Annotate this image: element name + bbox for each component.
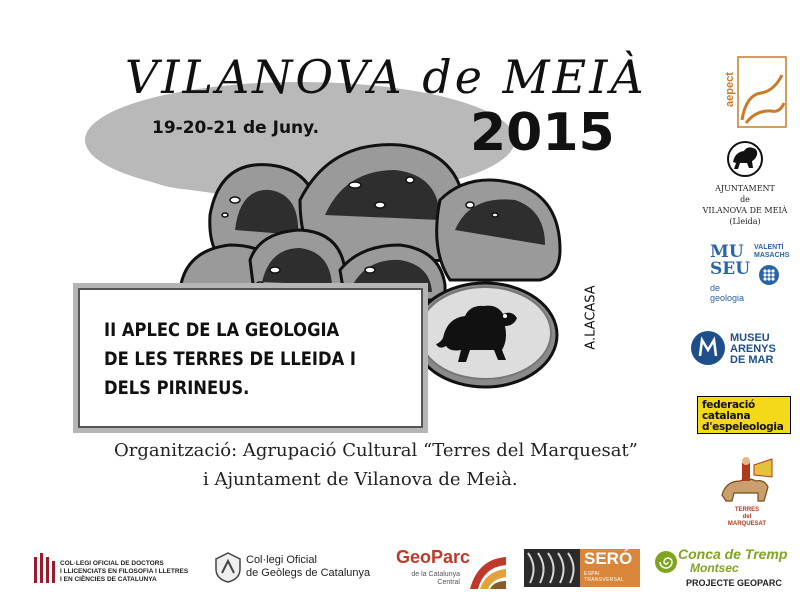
geoparc-line-2: Central (437, 579, 460, 586)
geoparc-line-1: de la Catalunya (411, 571, 460, 578)
museu-arenys-logo (690, 330, 796, 370)
organization-line-2: i Ajuntament de Vilanova de Meià. (203, 469, 518, 490)
museu-main-line-2: SEU (710, 259, 751, 279)
geolegs-label (246, 554, 370, 580)
organization-line-1: Organització: Agrupació Cultural “Terres del Marquesat” (114, 440, 638, 461)
arenys-label (730, 333, 776, 366)
aepect-label: aepect (724, 72, 736, 107)
aepect-logo (716, 55, 788, 130)
ajuntament-line-3: VILANOVA DE MEIÀ (702, 206, 788, 215)
coleg-doctors-line-2: I LLICENCIATS EN FILOSOFIA I LLETRES (60, 568, 189, 575)
terres-line-3: MARQUESAT (727, 521, 767, 527)
event-dates: 19-20-21 de Juny. (152, 118, 320, 138)
museu-sub-label (710, 283, 744, 303)
coleg-doctors-line-3: I EN CIÈNCIES DE CATALUNYA (60, 576, 157, 583)
museu-geologia-logo (706, 240, 796, 302)
arenys-emblem-icon (690, 330, 726, 366)
museu-sub-line-1: de (710, 283, 721, 293)
event-name-line-1: II APLEC DE LA GEOLOGIA (104, 319, 340, 341)
conca-title-line-1: Conca de Tremp (678, 546, 788, 562)
coleg-doctors-logo (30, 545, 200, 591)
espeleo-line-3: d'espeleologia (702, 421, 784, 433)
poster-title: VILANOVA de MEIÀ (125, 50, 647, 104)
geoparc-strata-icon (468, 553, 508, 591)
lion-crest-icon (725, 140, 765, 178)
sero-logo (524, 545, 640, 591)
museu-main-line-1: MU (710, 242, 744, 262)
event-year: 2015 (470, 103, 615, 163)
artist-signature: A.LACASA (583, 285, 599, 350)
ajuntament-line-1: AJUNTAMENT (715, 184, 775, 193)
espeleo-line-2: catalana (702, 410, 751, 422)
arenys-line-1: MUSEU (730, 332, 770, 344)
sero-title: SERÓ (584, 549, 633, 568)
terres-marquesat-logo (714, 455, 778, 525)
ajuntament-line-4: (Lleida) (729, 217, 761, 226)
espeleo-line-1: federació (702, 399, 755, 411)
ammonite-icon (654, 549, 678, 575)
conca-subtitle: PROJECTE GEOPARC (686, 578, 782, 588)
conca-tremp-logo (652, 545, 792, 591)
ajuntament-logo (690, 140, 800, 227)
terres-line-1: TERRES (734, 507, 760, 513)
arenys-line-3: DE MAR (730, 354, 774, 366)
ajuntament-line-2: de (740, 195, 750, 204)
museu-valenti-label (754, 244, 789, 260)
museu-main-label (710, 244, 750, 278)
coleg-bars-icon (32, 551, 56, 585)
conca-title-line-2: Montsec (690, 561, 739, 575)
arenys-line-2: ARENYS (730, 343, 776, 355)
espeleologia-logo (697, 396, 791, 434)
rider-icon (714, 455, 778, 507)
terres-label (720, 507, 774, 528)
geolegs-line-1: Col·legi Oficial (246, 554, 317, 566)
geolegs-line-2: de Geòlegs de Catalunya (246, 567, 371, 579)
event-name-line-2: DE LES TERRES DE LLEIDA I (104, 348, 356, 370)
geoparc-logo (394, 545, 510, 591)
geoparc-title: GeoParc (396, 547, 471, 567)
event-name-line-3: DELS PIRINEUS. (104, 377, 250, 399)
geolegs-shield-icon (214, 551, 242, 583)
terres-line-2: del (742, 514, 752, 520)
event-name-box (78, 288, 423, 428)
museu-sub-line-2: geologia (710, 293, 745, 303)
museu-valenti-line-1: VALENTÍ (754, 244, 784, 251)
sero-subtitle: ESPAI TRANSVERSAL (584, 571, 624, 583)
geolegs-logo (212, 545, 382, 591)
geoparc-subtitle (406, 571, 460, 587)
museu-valenti-line-2: MASACHS (754, 252, 790, 259)
upc-seal-icon (758, 264, 780, 286)
coleg-doctors-label (60, 560, 188, 584)
coleg-doctors-line-1: COL·LEGI OFICIAL DE DOCTORS (60, 560, 164, 567)
